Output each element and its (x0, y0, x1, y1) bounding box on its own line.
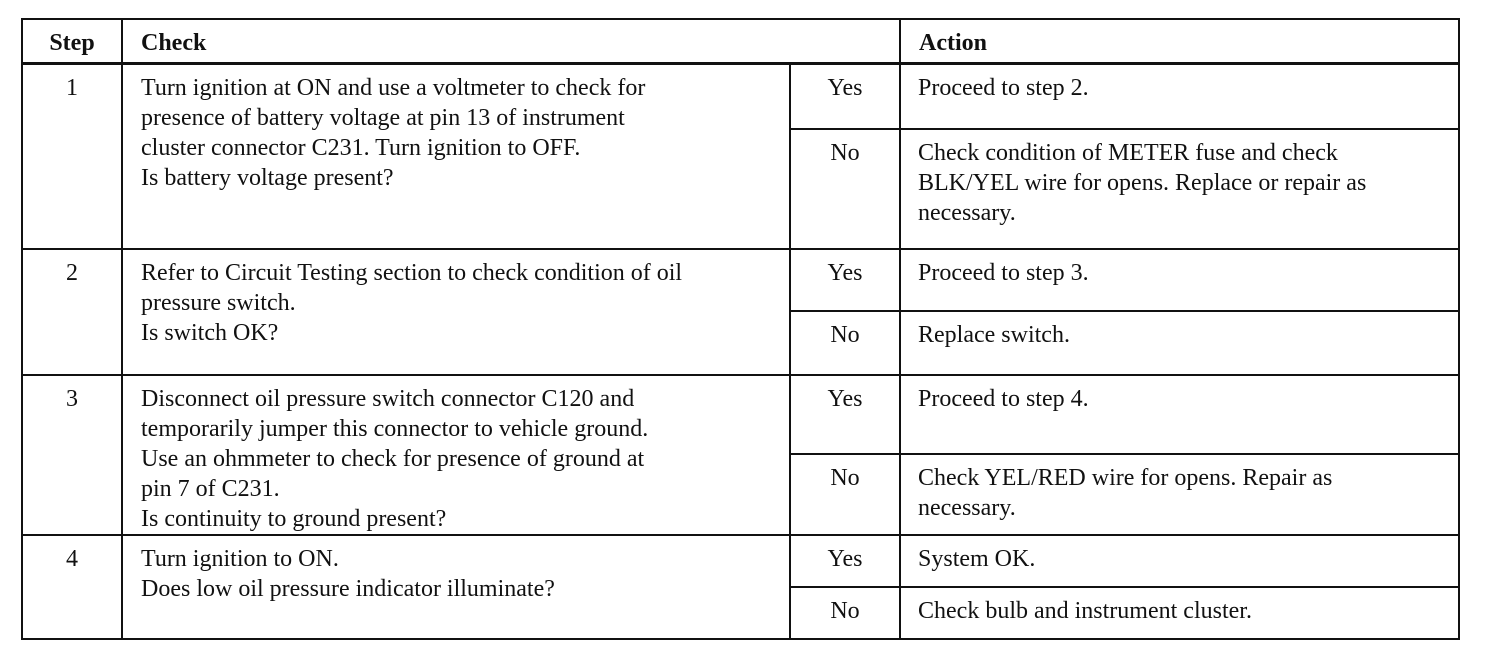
table-row (22, 375, 1459, 454)
check-line: Does low oil pressure indicator illuminate? (141, 576, 555, 602)
no-answer: No (790, 587, 900, 639)
action-line: Check condition of METER fuse and check (918, 140, 1338, 166)
action-line: BLK/YEL wire for opens. Replace or repair as (918, 170, 1367, 196)
check-line: Is battery voltage present? (141, 164, 394, 191)
action-header: Action (900, 19, 1459, 63)
header-row (22, 19, 1459, 63)
action-line: Check bulb and instrument cluster. (918, 598, 1252, 624)
action-cell (900, 454, 1459, 535)
action-line: necessary. (918, 494, 1016, 521)
yes-answer: Yes (790, 249, 900, 311)
no-answer: No (790, 311, 900, 375)
action-cell: Proceed to step 3. (900, 249, 1459, 311)
action-cell (900, 311, 1459, 375)
action-cell: System OK. (900, 535, 1459, 587)
check-cell (122, 249, 790, 375)
table-row (22, 249, 1459, 311)
action-line: necessary. (918, 200, 1016, 226)
step-number: 3 (22, 375, 122, 535)
action-cell: Proceed to step 4. (900, 375, 1459, 454)
table-row (22, 63, 1459, 129)
check-line: pressure switch. (141, 290, 296, 316)
step-number: 4 (22, 535, 122, 639)
check-cell (122, 375, 790, 535)
check-line: Use an ohmmeter to check for presence of ground at (141, 446, 645, 472)
step-header: Step (22, 19, 122, 63)
action-cell (900, 587, 1459, 639)
action-cell: Proceed to step 2. (900, 63, 1459, 129)
no-answer: No (790, 129, 900, 249)
yes-answer: Yes (790, 375, 900, 454)
check-line: Refer to Circuit Testing section to check condition of oil (141, 260, 683, 286)
action-cell (900, 129, 1459, 249)
check-cell (122, 535, 790, 639)
check-header: Check (122, 19, 900, 63)
check-line: cluster connector C231. Turn ignition to OFF. (141, 134, 581, 161)
step-number: 1 (22, 63, 122, 249)
diagnostic-table (21, 18, 1460, 640)
action-line: Check YEL/RED wire for opens. Repair as (918, 464, 1333, 491)
check-line: Turn ignition at ON and use a voltmeter to check for (141, 74, 646, 101)
yes-answer: Yes (790, 535, 900, 587)
no-answer: No (790, 454, 900, 535)
check-line: presence of battery voltage at pin 13 of instrument (141, 104, 625, 131)
check-line: Turn ignition to ON. (141, 546, 339, 572)
check-line: Is switch OK? (141, 320, 279, 346)
check-line: Disconnect oil pressure switch connector C120 and (141, 386, 635, 412)
action-line: Replace switch. (918, 322, 1070, 348)
check-line: temporarily jumper this connector to vehicle ground. (141, 416, 649, 442)
yes-answer: Yes (790, 63, 900, 129)
check-line: pin 7 of C231. (141, 476, 280, 502)
step-number: 2 (22, 249, 122, 375)
check-line: Is continuity to ground present? (141, 506, 447, 532)
check-cell (122, 63, 790, 249)
table-row (22, 535, 1459, 587)
